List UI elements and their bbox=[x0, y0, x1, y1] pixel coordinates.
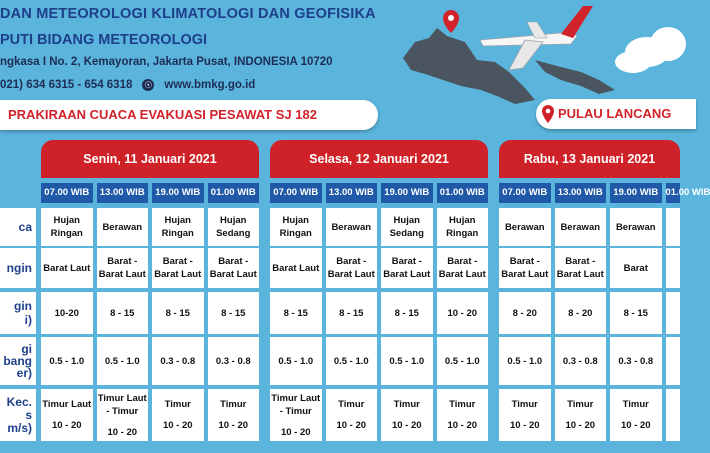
cell-value: 10-20 bbox=[54, 307, 79, 319]
time-header: 13.00 WIB bbox=[326, 183, 378, 203]
location-pin-icon bbox=[542, 105, 554, 123]
banner-title: PRAKIRAAN CUACA EVAKUASI PESAWAT SJ 182 bbox=[8, 107, 317, 122]
row-label-line: ca bbox=[18, 220, 32, 234]
day-header: Selasa, 12 Januari 2021 bbox=[270, 140, 488, 178]
forecast-cell-weather bbox=[381, 208, 433, 246]
cloud-icon bbox=[615, 27, 686, 73]
map-illustration bbox=[385, 0, 680, 112]
forecast-cell-weather bbox=[555, 208, 607, 246]
forecast-cell-wave bbox=[499, 337, 551, 385]
forecast-cell-weather bbox=[499, 208, 551, 246]
cell-value: 0.3 - 0.8 bbox=[618, 355, 654, 367]
row-label bbox=[0, 208, 36, 246]
cell-value: Hujan Sedang bbox=[216, 215, 251, 239]
forecast-cell-wind-dir bbox=[208, 248, 260, 288]
cell-value: 0.3 - 0.8 bbox=[562, 355, 598, 367]
time-header: 19.00 WIB bbox=[381, 183, 433, 203]
cell-value: Berawan bbox=[615, 221, 656, 233]
forecast-cell-wave bbox=[270, 337, 322, 385]
cell-value: Barat - Barat Laut bbox=[501, 256, 549, 280]
forecast-cell-current-dir bbox=[97, 389, 149, 441]
phone-text: 021) 634 6315 - 654 6318 bbox=[0, 79, 133, 91]
time-header: 13.00 WIB bbox=[97, 183, 149, 203]
cell-value: Timur bbox=[511, 399, 538, 410]
time-header: 07.00 WIB bbox=[270, 183, 322, 203]
cell-value: Timur bbox=[338, 399, 365, 410]
cell-value: 8 - 15 bbox=[283, 307, 308, 319]
cell-value: 8 - 15 bbox=[623, 307, 648, 319]
row-label-line: i) bbox=[24, 313, 32, 327]
forecast-cell-wind-dir bbox=[381, 248, 433, 288]
cell-value: Barat Laut bbox=[272, 262, 320, 274]
cell-value: Berawan bbox=[102, 221, 143, 233]
forecast-cell-wind-speed bbox=[326, 292, 378, 334]
forecast-cell-weather bbox=[437, 208, 489, 246]
time-header: 07.00 WIB bbox=[499, 183, 551, 203]
forecast-cell-weather bbox=[152, 208, 204, 246]
cell-value: 10 - 20 bbox=[447, 307, 478, 319]
header-title: DAN METEOROLOGI KLIMATOLOGI DAN GEOFISIKA bbox=[0, 6, 376, 22]
cell-value: Berawan bbox=[560, 221, 601, 233]
row-label-line: gin bbox=[14, 299, 32, 313]
header-contact bbox=[0, 79, 255, 91]
cell-current-speed: 10 - 20 bbox=[447, 420, 478, 431]
forecast-cell-wind-speed bbox=[208, 292, 260, 334]
row-label-line: s bbox=[25, 408, 32, 422]
time-header: 01.00 WIB bbox=[666, 183, 681, 203]
location-pin-icon bbox=[443, 10, 459, 33]
forecast-cell-wind-dir bbox=[555, 248, 607, 288]
cell-value: 8 - 15 bbox=[221, 307, 246, 319]
day-header: Senin, 11 Januari 2021 bbox=[41, 140, 259, 178]
cell-value: Barat - Barat Laut bbox=[209, 256, 257, 280]
cell-value: 0.5 - 1.0 bbox=[507, 355, 543, 367]
cell-value: 0.5 - 1.0 bbox=[104, 355, 140, 367]
row-label-line: ngin bbox=[6, 261, 32, 275]
forecast-cell-current-dir bbox=[666, 389, 681, 441]
forecast-cell-wind-speed bbox=[97, 292, 149, 334]
forecast-cell-wave bbox=[610, 337, 662, 385]
cell-value: Timur bbox=[449, 399, 476, 410]
cell-value: Berawan bbox=[331, 221, 372, 233]
cell-value: 0.5 - 1.0 bbox=[49, 355, 85, 367]
forecast-cell-wind-dir bbox=[270, 248, 322, 288]
forecast-cell-wind-dir bbox=[152, 248, 204, 288]
forecast-cell-wind-dir bbox=[610, 248, 662, 288]
cell-value: Barat - Barat Laut bbox=[327, 256, 375, 280]
cell-current-speed: 10 - 20 bbox=[107, 426, 138, 438]
cell-value: 0.5 - 1.0 bbox=[389, 355, 425, 367]
forecast-cell-wind-speed bbox=[152, 292, 204, 334]
forecast-cell-current-dir bbox=[610, 389, 662, 441]
forecast-cell-weather bbox=[270, 208, 322, 246]
cell-value: Hujan Ringan bbox=[446, 215, 479, 239]
cell-value: Barat - Barat Laut bbox=[98, 256, 146, 280]
cell-value: Barat - Barat Laut bbox=[556, 256, 604, 280]
forecast-cell-weather bbox=[610, 208, 662, 246]
cell-value: 0.5 - 1.0 bbox=[278, 355, 314, 367]
cell-value: Timur Laut - Timur bbox=[97, 392, 147, 417]
forecast-cell-wind-speed bbox=[499, 292, 551, 334]
forecast-cell-wave bbox=[208, 337, 260, 385]
cell-value: Barat Laut bbox=[43, 262, 91, 274]
forecast-cell-wind-dir bbox=[666, 248, 681, 288]
location-label: PULAU LANCANG bbox=[558, 106, 672, 121]
website-text: www.bmkg.go.id bbox=[164, 79, 256, 91]
forecast-cell-weather bbox=[326, 208, 378, 246]
forecast-cell-weather bbox=[666, 208, 681, 246]
forecast-cell-wave bbox=[326, 337, 378, 385]
cell-value: Barat - Barat Laut bbox=[438, 256, 486, 280]
cell-current-speed: 10 - 20 bbox=[162, 420, 193, 431]
cell-current-speed: 10 - 20 bbox=[51, 420, 82, 431]
row-label bbox=[0, 248, 36, 288]
cell-current-speed: 10 - 20 bbox=[218, 420, 249, 431]
forecast-cell-current-dir bbox=[270, 389, 322, 441]
cell-value: 8 - 15 bbox=[339, 307, 364, 319]
row-label bbox=[0, 337, 36, 385]
forecast-cell-current-dir bbox=[381, 389, 433, 441]
forecast-cell-current-dir bbox=[41, 389, 93, 441]
cell-value: Barat - Barat Laut bbox=[154, 256, 202, 280]
forecast-cell-wave bbox=[41, 337, 93, 385]
time-header: 01.00 WIB bbox=[208, 183, 260, 203]
airplane-icon bbox=[480, 6, 593, 70]
forecast-cell-current-dir bbox=[499, 389, 551, 441]
row-label-line: gi bbox=[21, 342, 32, 356]
cell-value: 8 - 20 bbox=[512, 307, 537, 319]
cell-value: Hujan Ringan bbox=[279, 215, 312, 239]
forecast-cell-wind-speed bbox=[666, 292, 681, 334]
forecast-cell-weather bbox=[41, 208, 93, 246]
forecast-cell-wind-dir bbox=[499, 248, 551, 288]
cell-value: Timur Laut bbox=[42, 399, 92, 410]
row-label-line: Kec. bbox=[6, 395, 32, 409]
time-header: 19.00 WIB bbox=[152, 183, 204, 203]
forecast-cell-wave bbox=[437, 337, 489, 385]
forecast-cell-current-dir bbox=[208, 389, 260, 441]
forecast-cell-wind-speed bbox=[437, 292, 489, 334]
header-subtitle: PUTI BIDANG METEOROLOGI bbox=[0, 32, 208, 48]
row-label bbox=[0, 389, 36, 441]
cell-current-speed: 10 - 20 bbox=[565, 420, 596, 431]
forecast-cell-wind-speed bbox=[41, 292, 93, 334]
forecast-cell-wind-dir bbox=[97, 248, 149, 288]
cell-value: Berawan bbox=[504, 221, 545, 233]
forecast-cell-wave bbox=[555, 337, 607, 385]
forecast-cell-wave bbox=[97, 337, 149, 385]
forecast-cell-wind-speed bbox=[610, 292, 662, 334]
forecast-cell-wind-speed bbox=[381, 292, 433, 334]
cell-value: Timur bbox=[567, 399, 594, 410]
cell-value: 8 - 20 bbox=[568, 307, 593, 319]
cell-current-speed: 10 - 20 bbox=[280, 426, 311, 438]
day-header: Rabu, 13 Januari 2021 bbox=[499, 140, 680, 178]
cell-current-speed: 10 - 20 bbox=[620, 420, 651, 431]
title-banner bbox=[0, 100, 378, 130]
forecast-cell-weather bbox=[208, 208, 260, 246]
cell-current-speed: 10 - 20 bbox=[391, 420, 422, 431]
cell-value: 8 - 15 bbox=[394, 307, 419, 319]
cell-value: Timur bbox=[220, 399, 247, 410]
cell-value: 0.3 - 0.8 bbox=[160, 355, 196, 367]
cell-value: 0.5 - 1.0 bbox=[333, 355, 369, 367]
cell-value: Hujan Ringan bbox=[161, 215, 194, 239]
cell-current-speed: 10 - 20 bbox=[336, 420, 367, 431]
forecast-cell-wave bbox=[381, 337, 433, 385]
time-header: 01.00 WIB bbox=[437, 183, 489, 203]
forecast-cell-wind-dir bbox=[41, 248, 93, 288]
forecast-cell-current-dir bbox=[326, 389, 378, 441]
forecast-cell-current-dir bbox=[152, 389, 204, 441]
cell-value: 0.5 - 1.0 bbox=[444, 355, 480, 367]
cell-value: 8 - 15 bbox=[165, 307, 190, 319]
forecast-cell-current-dir bbox=[555, 389, 607, 441]
cell-current-speed: 10 - 20 bbox=[509, 420, 540, 431]
time-header: 13.00 WIB bbox=[555, 183, 607, 203]
forecast-cell-wind-speed bbox=[555, 292, 607, 334]
cell-value: Timur Laut - Timur bbox=[271, 392, 321, 417]
row-label bbox=[0, 292, 36, 334]
cell-value: Timur bbox=[393, 399, 420, 410]
cell-value: Timur bbox=[622, 399, 649, 410]
row-label-line: m/s) bbox=[7, 421, 32, 435]
location-banner bbox=[536, 99, 696, 129]
cell-value: Hujan Sedang bbox=[389, 215, 424, 239]
cell-value: Barat - Barat Laut bbox=[383, 256, 431, 280]
cell-value: Barat bbox=[623, 262, 648, 274]
time-header: 19.00 WIB bbox=[610, 183, 662, 203]
cell-value: 8 - 15 bbox=[110, 307, 135, 319]
forecast-cell-wave bbox=[152, 337, 204, 385]
cell-value: 0.3 - 0.8 bbox=[215, 355, 251, 367]
forecast-cell-weather bbox=[97, 208, 149, 246]
row-label-line: er) bbox=[16, 366, 32, 380]
header-address: ngkasa I No. 2, Kemayoran, Jakarta Pusat, INDONESIA 10720 bbox=[0, 56, 333, 68]
globe-icon: ☉ bbox=[144, 80, 153, 90]
row-label-line: bang bbox=[3, 354, 32, 368]
forecast-cell-wind-dir bbox=[437, 248, 489, 288]
forecast-cell-current-dir bbox=[437, 389, 489, 441]
time-header: 07.00 WIB bbox=[41, 183, 93, 203]
forecast-cell-wind-speed bbox=[270, 292, 322, 334]
cell-value: Timur bbox=[164, 399, 191, 410]
forecast-cell-wind-dir bbox=[326, 248, 378, 288]
forecast-cell-wave bbox=[666, 337, 681, 385]
cell-value: Hujan Ringan bbox=[50, 215, 83, 239]
